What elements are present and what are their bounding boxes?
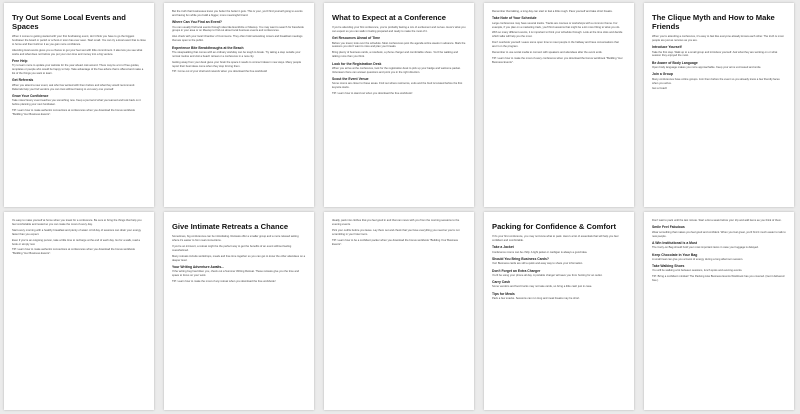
body-paragraph: Pick your outfits before you leave. Lay them out and check that you have everything you need so you're not scrambling in your hotel room. [332,228,460,236]
body-paragraph: TIP: Learn how to make the most of any retreat when you download the free workbook! [172,279,276,283]
page-title: What to Expect at a Conference [332,13,446,22]
body-paragraph: TIP: Learn how to be a confident packer when you download the bonus workbook "Building Your Business Events". [332,238,459,246]
body-paragraph: Open body language makes you more approachable. Keep your arms uncrossed and smile. [652,66,762,70]
body-paragraph: Some vendors and food trucks may not take cards, so bring a little cash just in case. [492,285,593,289]
section-heading: Free Help [12,59,28,64]
body-paragraph: Many conferences have online groups. Join them before the event so you already know a few friendly faces when you arrive. [652,77,780,85]
document-page-2 [164,3,314,207]
body-paragraph: Don't overbook yourself. Leave some open time to meet people in the hallway and have conversations that aren't on the program. [492,41,619,49]
document-page-1 [4,3,154,207]
document-page-5 [644,3,794,207]
section-heading: Introduce Yourself [652,45,682,50]
body-paragraph: Take notes! Every event teaches you something new. Keep a journal of what you learned and look back on it before planning your next fundraiser. [12,99,141,107]
body-paragraph: Attending local events gives you a chance to get your feet wet with little commitment. It also lets you see what works and what does not before you put your own time and money into a big venture. [12,48,143,56]
body-paragraph: Getting away from your desk gives your brain the space it needs to connect ideas in new ways. Many people report their best ideas come when they stop forcing them. [172,60,302,68]
body-paragraph: TIP: Learn how to make authentic connections at conferences when you download the bonus workbook "Building Your Business Events". [12,108,135,116]
section-heading: Take a Jacket [492,245,514,250]
body-paragraph: TIP: Learn how to make authentic connections at conferences when you download the bonus workbook "Building Your Business Events". [12,248,135,256]
section-heading: Take Note of Your Schedule [492,16,537,21]
body-paragraph: Try to learn more to update your website for the year ahead. Ask around. There may be a lot of free guides, templates or people who would be happy to help. Take advantage of the free advice that is offered and make a list of the things you want to learn. [12,64,144,76]
section-heading: Look for the Registration Desk [332,61,382,66]
body-paragraph: Also check with your local Chamber of Commerce. They often hold networking mixers and breakfast meetings that are open to the public. [172,35,303,43]
section-heading: Be Aware of Body Language [652,60,698,65]
document-page-3 [324,3,474,207]
body-paragraph: Some rooms are closer to these areas. Find out where restrooms, exits and the food is located before the first keynote starts. [332,82,463,90]
body-paragraph: Before you travel, look over the schedule. Most conferences post the agenda online weeks in advance. Mark the sessions you don't want to miss and plan your breaks. [332,41,466,49]
body-paragraph: When it comes to getting started with your first fundraising event, don't think you have to go the biggest fundraiser the board or parish or school or town has ever seen. Start small. You can try a local event that is close to home and then build on it as you gain more confidence. [12,35,146,46]
section-heading: Should You Bring Business Cards? [492,256,549,261]
document-page-10 [644,212,794,410]
document-page-4 [484,3,634,207]
section-heading: Join a Group [652,72,673,77]
body-paragraph: If the writing bug has bitten you, check out a Summer Writing Retreat. These retreats give you the time and space to focus on your work. [172,270,300,278]
body-paragraph: Pack a few snacks. Sessions can run long and meal breaks may be short. [492,296,580,300]
section-heading: Carry Cash [492,280,511,285]
section-heading: Where Can You Find an Event? [172,20,222,25]
page-title: Give Intimate Retreats a Chance [172,222,289,231]
body-paragraph: A small treat can give you a boost of energy during a long afternoon session. [652,257,744,261]
body-paragraph: If you're an introvert, a retreat might be the perfect way to get the benefits of an event without feeling overwhelmed. [172,244,292,252]
section-heading: Grow Your Confidence [12,93,49,98]
body-paragraph: Wear something that makes you feel good and confident. When you feel great, you'll find it much easier to talk to new people. [652,230,786,238]
body-paragraph: You can usually find local events through sites like Eventbrite or Meetup. You may want to search for Facebook groups in your area or on Meetup to find out about local business events and conferences. [172,25,304,33]
body-paragraph: When you're attending a conference, it's easy to feel like everyone already knows each other. The truth is most people are just as nervous as you are. [652,35,784,42]
body-paragraph: TIP: Learn how to make the most of every conference when you download the bonus workbook "Building Your Business Events". [492,56,623,64]
body-paragraph: If it's your first conference, you may not know what to pack. Here's a list of essentials that will help you feel confident and comfortable. [492,235,619,242]
body-paragraph: TIP: Bring a confident mindset! The Packing Like Business Events Workbook has you covered. (Get it delivered free.) [652,275,785,283]
section-heading: Scout the Event Venue [332,77,369,82]
section-heading: Take Walking Shoes [652,264,685,269]
body-paragraph: Even if you're an outgoing person, take a little time to recharge at the end of each day. Go for a walk, read a book or simply rest. [12,238,141,246]
section-heading: Keep Chocolate in Your Bag [652,252,698,257]
body-paragraph: Yes! Business cards are still a quick and easy way to share your information. [492,262,584,266]
page-title: Try Out Some Local Events and Spaces [12,13,126,31]
body-paragraph: Bring plenty of business cards, a notebook, a phone charger and comfortable shoes. You'll be walking and talking more than you think. [332,51,459,59]
section-heading: Get Referrals [12,78,34,83]
body-paragraph: Many retreats include workshops, meals and free time together so you can get to know the other attendees on a deeper level. [172,254,306,262]
section-heading: A Win Institutional is a Must [652,240,698,245]
body-paragraph: Don't wait to pack until the last minute. Start a list a week before your trip and add items as you think of them. [652,219,782,222]
body-paragraph: But the truth that businesses know you better the better it gets. This is your, you'll find yourself going to events and having fun while you build a bigger, more meaningful brand. [172,10,303,17]
body-paragraph: The Carry-on Bag should hold your most important items in case your luggage is delayed. [652,246,759,250]
body-paragraph: Remember to use social media to connect with speakers and attendees after the event ends. [492,51,603,55]
page-title: The Clique Myth and How to Make Friends [652,13,775,31]
body-paragraph: You will be walking a lot between sessions, lunch spots and evening events. [652,269,743,273]
section-heading: Tips for Meals [492,291,515,296]
body-paragraph: When you arrive at the conference, look for the registration desk to pick up your badge and welcome packet. Volunteers there can answer questions and point you in the right direction. [332,66,461,74]
body-paragraph: TIP: Learn how to stand out when you download the free workbook! [332,92,413,96]
section-heading: Get Resources Ahead of Time [332,36,381,41]
section-heading: Smile Feel Fabulous [652,225,685,230]
body-paragraph: Start every morning with a healthy breakfast and plenty of water. A full day of sessions can drain your energy faster than you expect. [12,228,141,236]
body-paragraph: Get a Coach [652,87,668,91]
document-page-9 [484,212,634,410]
document-page-7 [164,212,314,410]
body-paragraph: The sleepwalking that comes with an ordinary workday can be tough to break. Try taking a step outside your normal routine and visit a beach retreat or a conference in a new city. [172,50,301,58]
body-paragraph: Ideally, pack into clothes that you feel good in and that can move with you from the morning sessions to the evening events. [332,219,460,226]
body-paragraph: Take the first step. Walk up to a small group and introduce yourself. Ask what they are working on or what session they enjoyed the most. [652,50,778,58]
page-title: Packing for Confidence & Comfort [492,222,617,231]
section-heading: Don't Forget an Extra Charger [492,268,541,273]
document-page-8 [324,212,474,410]
body-paragraph: TIP: Come out of your shell and network when you download the free workbook! [172,70,268,74]
body-paragraph: Remember that talking, a long day can start to feel a little rough. Pace yourself and take short breaks. [492,10,613,13]
body-paragraph: If you're attending your first conference, you're probably feeling a mix of excitement and nerves. Here's what you can expect so you can walk in feeling prepared and ready to make the most of it. [332,26,466,33]
body-paragraph: Sometimes, big conferences can be intimidating. Retreats offer a smaller group and a more relaxed setting where it's easier to form real connections. [172,235,299,242]
body-paragraph: Conference rooms can be chilly. A light jacket or cardigan is always a good idea. [492,250,588,254]
document-page-6 [4,212,154,410]
body-paragraph: With so many different events, it is important to think your schedule through. Look at the time slots and decide which talks will help you the most. [492,31,623,39]
section-heading: Experience Bite Breakthroughs at the Beach [172,45,244,50]
body-paragraph: You'll be using your phone all day. A portable charger will save you from hunting for an outlet. [492,273,603,277]
body-paragraph: Large conferences may have several tracks. Tracks are courses or workshops with a common theme. For example, if you plan on a marketing track, you'll find sessions that might be a lot more fitting to what you do. [492,21,620,29]
section-heading: Your Writing Adventure Awaits... [172,264,225,269]
body-paragraph: It's easy to make yourself at home when you travel for a conference. Be sure to bring the things that help you feel comfortable and rested so you can make the most of every day. [12,219,142,226]
body-paragraph: When you attend a new event, ask who has worked with them before and what they would recommend. Referrals help you find vendors you can trust without having to vet every one yourself. [12,83,135,91]
